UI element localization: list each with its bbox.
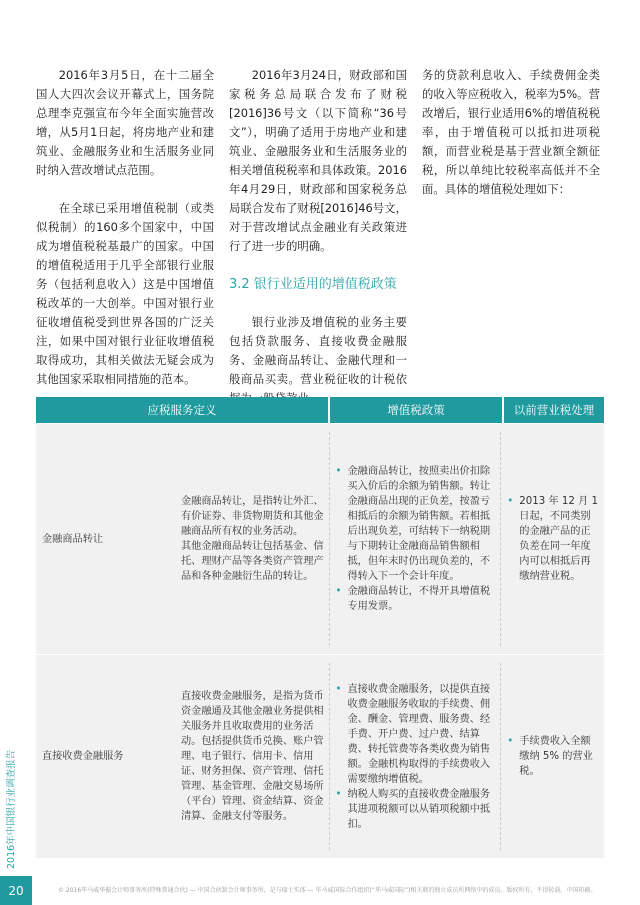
previous-tax [501,424,604,654]
table-row [36,423,604,654]
service-definition [171,655,329,858]
list-item: • 纳税人购买的直接收费金融服务其进项税额可以从销项税额中抵扣。 [348,787,497,832]
vat-policy [330,655,501,858]
paragraph: 2016年3月24日，财政部和国家税务总局联合发布了财税[2016]36号文（以下简称“36号文”），明确了适用于房地产业和建筑业、金融服务业和生活服务业的相关增值税税率和具体政策。2016年4月29日，财政部和国家税务总局联合发布了财税[2016]46号文，对于营改增试点金融业有关政策进行了进一步的明确。 [229,68,407,253]
paragraph: 2016年3月5日，在十二届全国人大四次会议开幕式上，国务院总理李克强宣布今年全面实施营改增，从5月1日起，将房地产业和建筑业、金融服务业和生活服务业同时纳入营改增试点范围。 [36,68,214,177]
paragraph: 在全球已采用增值税制（或类似税制）的160多个国家中，中国成为增值税税基最广的国家。中国的增值税适用于几乎全部银行业服务（包括利息收入）这是中国增值税改革的一大创举。中国对银行业征收增值税受到世界各国的广泛关注，如果中国对银行业征收增值税取得成功，其相关做法无疑会成为其他国家采取相同措施的范本。 [36,201,214,386]
text-column-2 [229,66,407,427]
paragraph: 银行业涉及增值税的业务主要包括贷款服务、直接收费金融服务、金融商品转让、金融代理和一般商品买卖。营业税征收的计税依 [229,315,407,386]
header-vat-policy: 增值税政策 [330,397,502,423]
service-name: 金融商品转让 [42,533,104,545]
definition-text: 直接收费金融服务，是指为货币资金融通及其他金融业务提供相关服务并且收取费用的业务活动。包括提供货币兑换、账户管理、电子银行、信用卡、信用证、财务担保、资产管理、信托管理、基金管理、金融交易场所（平台）管理、资金结算、资金清算、金融支付等服务。 [180,691,324,822]
table-row [36,654,604,858]
paragraph: 务的贷款利息收入、手续费佣金类的收入等应税收入，税率为5%。营改增后，银行业适用6%的增值税税率，由于增值税可以抵扣进项税额，而营业税是基于营业额全额征税，所以单纯比较税率高低并不全面。具体的增值税处理如下： [422,68,600,196]
list-item: • 直接收费金融服务，以提供直接收费金融服务收取的手续费、佣金、酬金、管理费、服务费、经手费、开户费、过户费、结算费、转托管费等各类收费为销售额。金融机构取得的手续费收入需要缴纳增值税。 [348,682,497,787]
definition-text: 金融商品转让，是指转让外汇、有价证券、非货物期货和其他金融商品所有权的业务活动。 [180,496,324,537]
service-name: 直接收费金融服务 [42,751,124,762]
previous-tax [501,655,604,858]
service-definition [171,424,329,654]
report-title: 2016年中国银行业调查报告 [6,749,17,869]
text-column-3 [422,66,600,218]
list-item: • 金融商品转让，按照卖出价扣除买入价后的余额为销售额。转让金融商品出现的正负差，按盈亏相抵后的余额为销售额。若相抵后出现负差，可结转下一纳税期与下期转让金融商品销售额相抵，但年末时仍出现负差的，不得转入下一个会计年度。 [348,464,497,584]
table-header [36,397,604,423]
list-item: • 2013 年 12 月 1 日起，不同类别的金融产品的正负差在同一年度内可以相抵后再缴纳营业税。 [519,494,600,584]
list-item: • 金融商品转让，不得开具增值税专用发票。 [348,584,497,614]
text-column-1 [36,66,214,408]
side-report-label [0,712,17,872]
list-item: • 手续费收入全额缴纳 5% 的营业税。 [519,734,600,779]
header-definition: 应税服务定义 [36,397,328,423]
page-footer [0,876,640,905]
definition-text: 其他金融商品转让包括基金、信托、理财产品等各类资产管理产品和各种金融衍生品的转让。 [180,541,324,582]
vat-policy-table [36,397,604,858]
copyright-footnote: © 2016毕马威华振会计师事务所(特殊普通合伙) — 中国合伙制会计师事务所，是与瑞士实体 — 毕马威国际合作组织(“毕马威国际”)相关联的独立成员所网络中的成员。版权所有，不得转载。中国印刷。 [58,887,597,894]
section-heading: 3.2 银行业适用的增值税政策 [229,277,397,292]
vat-policy [330,424,501,654]
header-previous-tax: 以前营业税处理 [504,397,604,423]
page-number: 20 [0,876,32,905]
